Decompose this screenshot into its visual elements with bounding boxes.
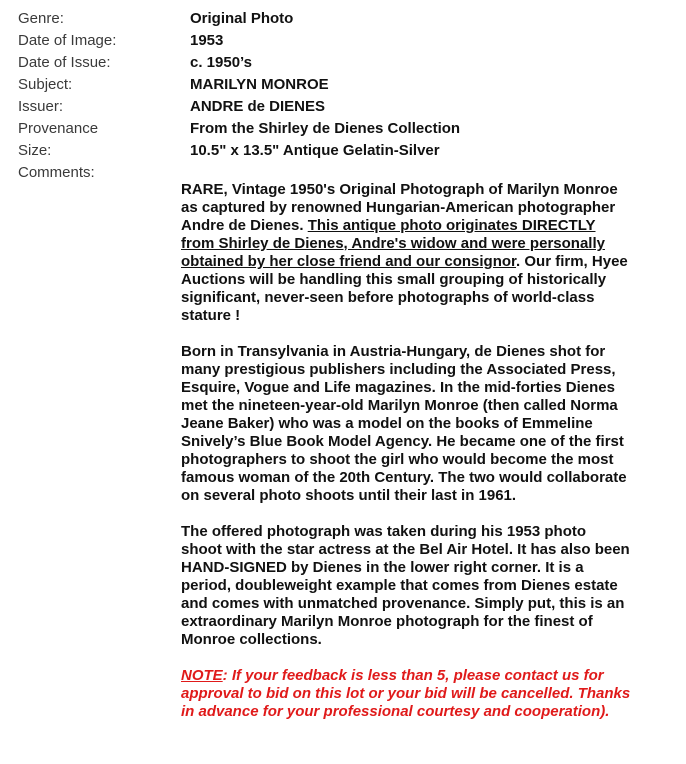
date-of-image-row [18, 30, 678, 52]
subject-value: MARILYN MONROE [190, 76, 329, 93]
comments-paragraph-intro [181, 181, 631, 325]
provenance-label: Provenance [18, 120, 99, 137]
comments-label: Comments: [18, 164, 95, 181]
date-of-issue-row [18, 52, 678, 74]
item-details [18, 8, 678, 184]
issuer-value: ANDRE de DIENES [190, 98, 326, 115]
comments-paragraph-photo-details: The offered photograph was taken during his 1953 photo shoot with the star actress at the Bel Air Hotel. It has also been HAND-SIGNED by Dienes in the lower right corner. It is a period, doubleweight example that comes from Dienes estate and comes with unmatched provenance. Simply put, this is an extraordinary Marilyn Monroe photograph for the finest of Monroe collections. [181, 523, 630, 648]
date-of-image-label: Date of Image: [18, 32, 117, 49]
size-label: Size: [18, 142, 52, 159]
subject-label: Subject: [18, 76, 73, 93]
comments-paragraph-biography: Born in Transylvania in Austria-Hungary, de Dienes shot for many prestigious publishers including the Associated Press, Esquire, Vogue and Life magazines. In the mid-forties Dienes met the nineteen-year-old Marilyn Monroe (then called Norma Jeane Baker) who was a model on the books of Emmeline Snively’s Blue Book Model Agency. He became one of the first photographers to shoot the girl who would become the most famous woman of the 20th Century. The two would collaborate on several photo shoots until their last in 1961. [181, 343, 627, 504]
intro-text: RARE, Vintage 1950's Original Photograph of Marilyn Monroe as captured by renowned Hungarian-American photographer Andre de Dienes. [181, 181, 618, 234]
provenance-statement: This antique photo originates DIRECTLY from Shirley de Dienes, Andre's widow and were personally obtained by her close friend and our consignor [181, 217, 605, 270]
date-of-issue-label: Date of Issue: [18, 54, 111, 71]
size-value: 10.5" x 13.5" Antique Gelatin-Silver [190, 142, 440, 159]
date-of-image-value: 1953 [190, 32, 224, 49]
subject-row [18, 74, 678, 96]
comments-body [181, 181, 631, 739]
intro-text-continued: . Our firm, Hyee Auctions will be handling this small grouping of historically significant, never-seen before photographs of world-class stature ! [181, 253, 628, 324]
provenance-row [18, 118, 678, 140]
note-text: : If your feedback is less than 5, please contact us for approval to bid on this lot or your bid will be cancelled. Thanks in advance for your professional courtesy and cooperation). [181, 667, 631, 720]
provenance-value: From the Shirley de Dienes Collection [190, 120, 461, 137]
genre-label: Genre: [18, 10, 64, 27]
issuer-row [18, 96, 678, 118]
genre-row [18, 8, 678, 30]
size-row [18, 140, 678, 162]
bidding-note [181, 667, 631, 721]
genre-value: Original Photo [190, 10, 294, 27]
date-of-issue-value: c. 1950’s [190, 54, 252, 71]
issuer-label: Issuer: [18, 98, 64, 115]
note-label: NOTE [181, 667, 223, 684]
